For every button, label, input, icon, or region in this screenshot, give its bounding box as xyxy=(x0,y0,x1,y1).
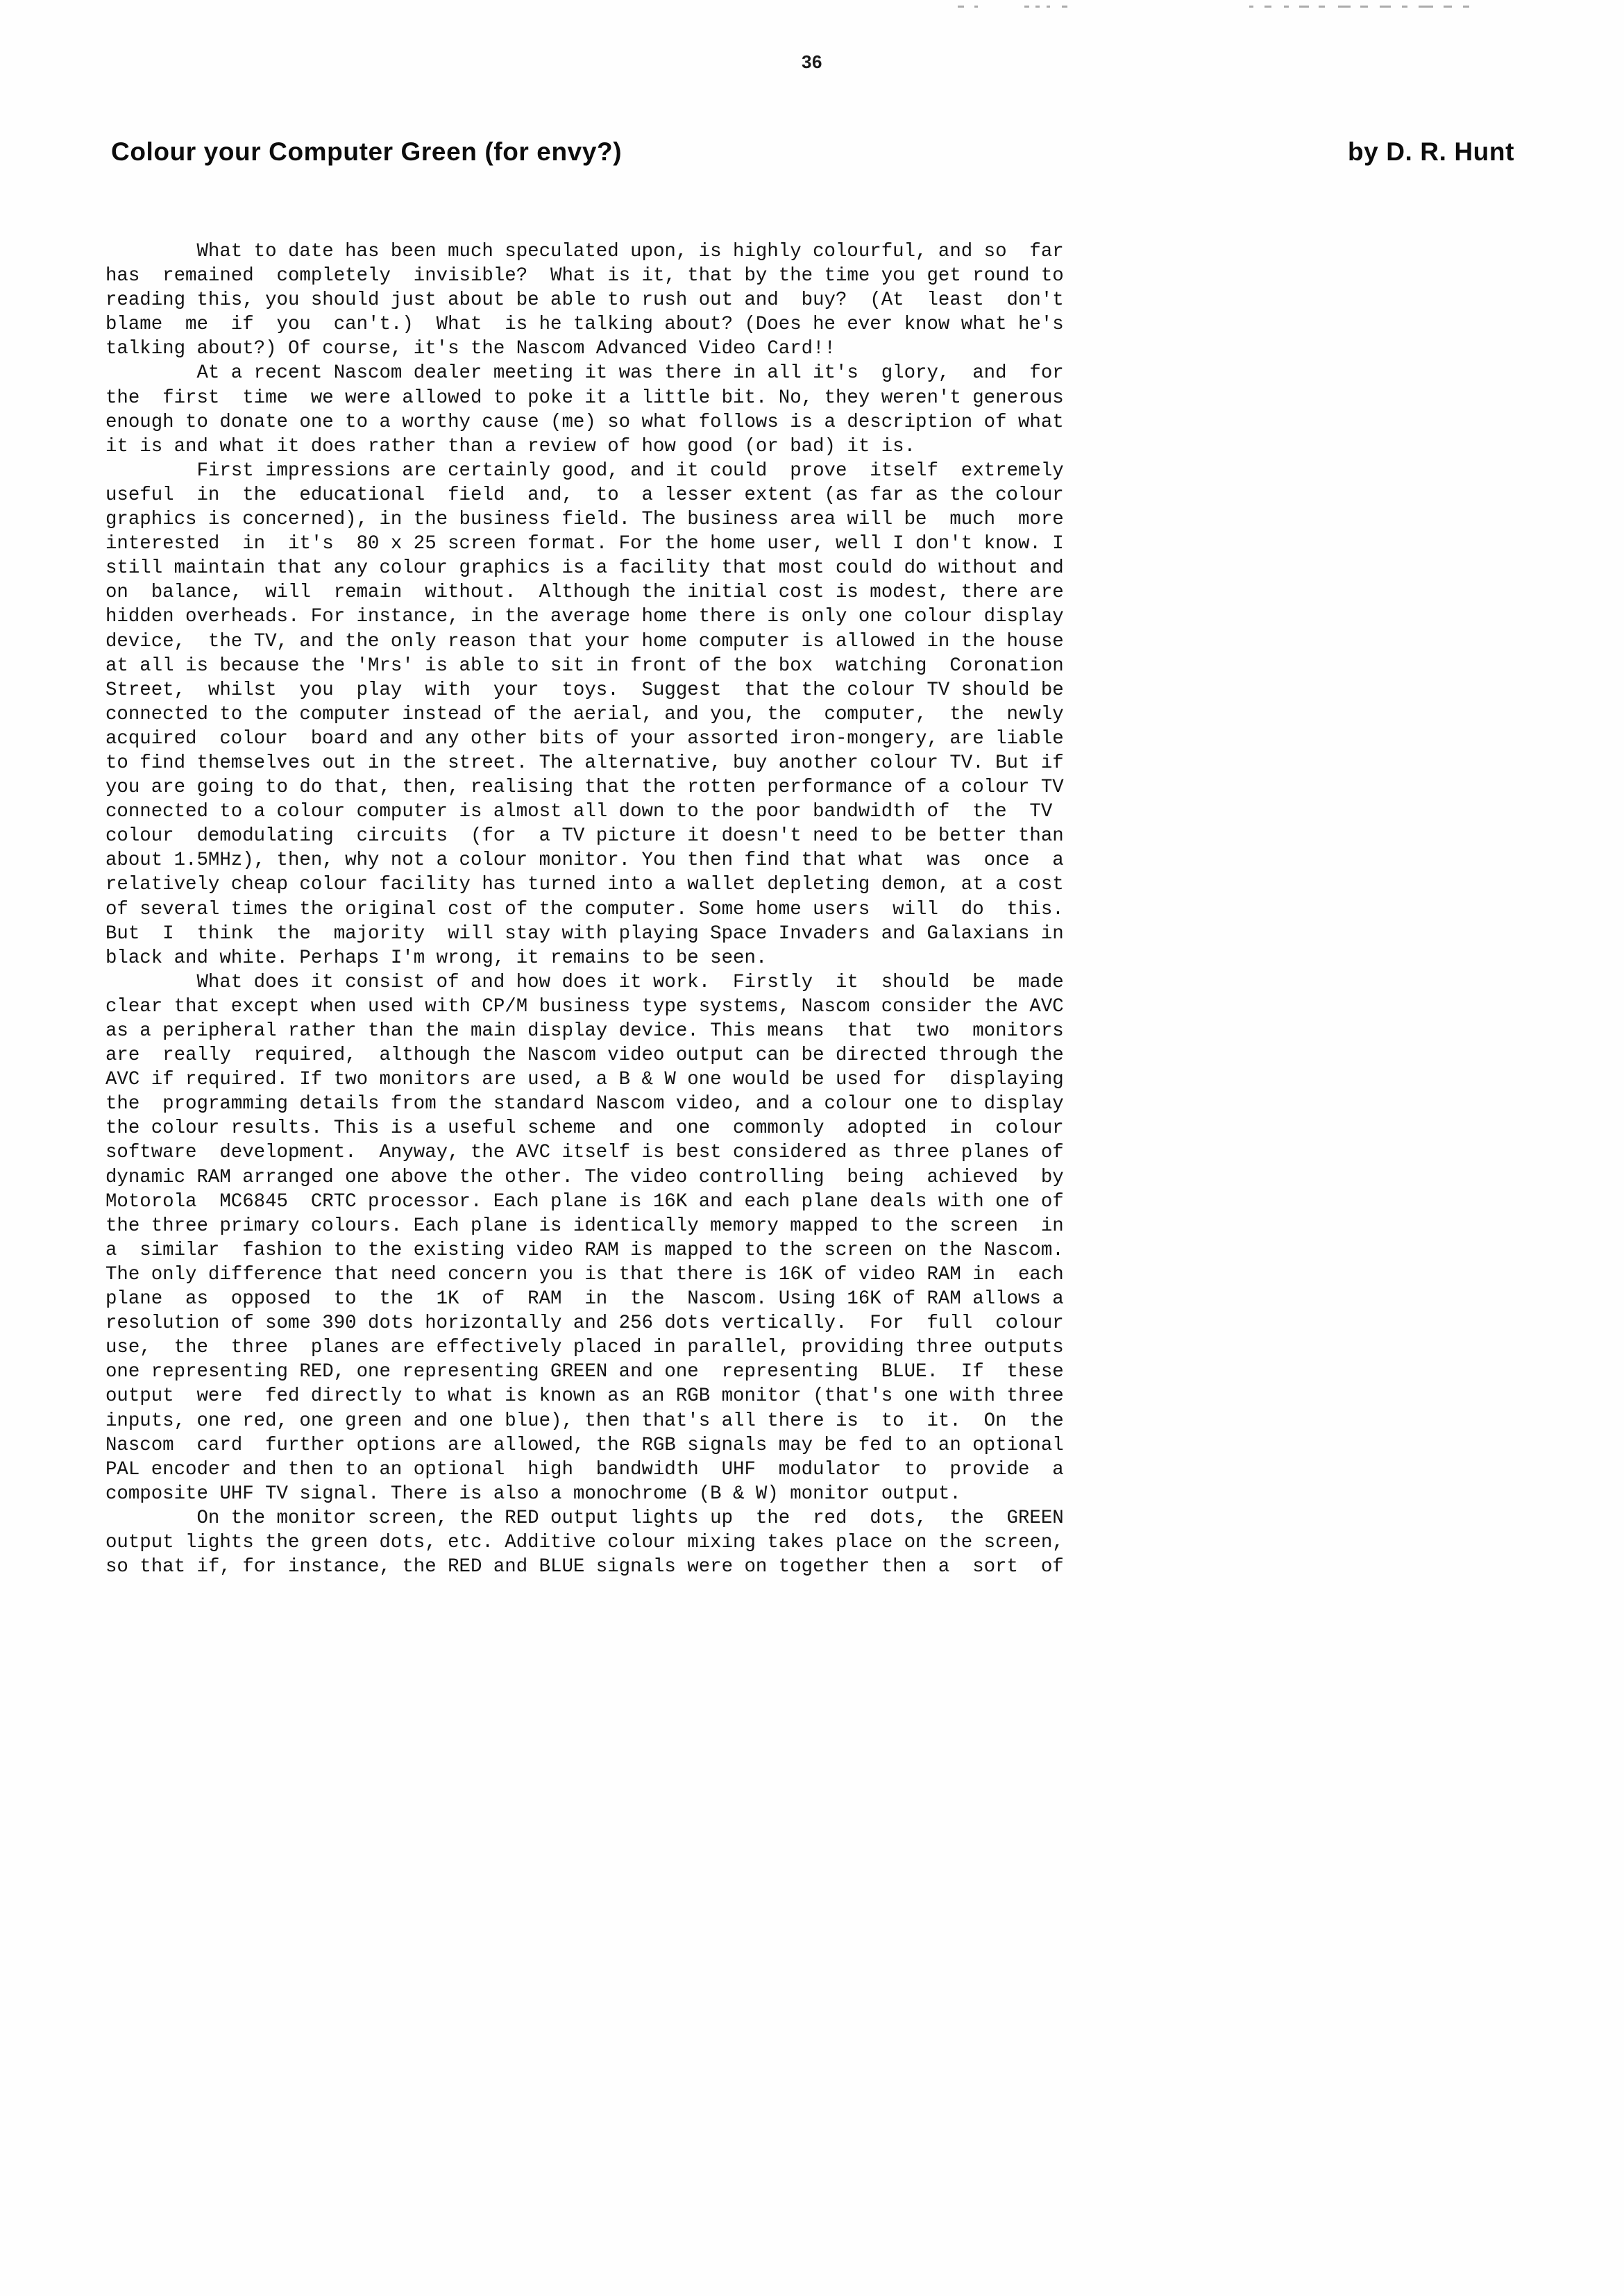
scan-speckle xyxy=(1463,6,1469,8)
scan-speckle xyxy=(1299,6,1309,8)
body-line: output were fed directly to what is known as an RGB monitor (that's one with three xyxy=(105,1385,1064,1408)
body-line: reading this, you should just about be able to rush out and buy? (At least don't xyxy=(105,289,1064,312)
body-line: colour demodulating circuits (for a TV picture it doesn't need to be better than xyxy=(105,825,1064,847)
body-line: talking about?) Of course, it's the Nascom Advanced Video Card!! xyxy=(105,338,836,360)
scan-speckle xyxy=(974,6,978,8)
body-line: plane as opposed to the 1K of RAM in the Nascom. Using 16K of RAM allows a xyxy=(105,1288,1064,1310)
body-line: First impressions are certainly good, and it could prove itself extremely xyxy=(105,459,1064,482)
body-line: software development. Anyway, the AVC itself is best considered as three planes of xyxy=(105,1142,1064,1164)
body-line: connected to the computer instead of the aerial, and you, the computer, the newly xyxy=(105,703,1064,725)
body-line: hidden overheads. For instance, in the average home there is only one colour display xyxy=(105,606,1064,628)
scan-speckle xyxy=(958,6,964,8)
body-line: inputs, one red, one green and one blue), then that's all there is to it. On the xyxy=(105,1410,1064,1432)
body-line: At a recent Nascom dealer meeting it was there in all it's glory, and for xyxy=(105,362,1064,385)
body-line: AVC if required. If two monitors are used, a B & W one would be used for displaying xyxy=(105,1069,1064,1091)
body-line: Motorola MC6845 CRTC processor. Each plane is 16K and each plane deals with one of xyxy=(105,1190,1064,1213)
body-line: output lights the green dots, etc. Additive colour mixing takes place on the screen, xyxy=(105,1531,1064,1553)
body-line: a similar fashion to the existing video RAM is mapped to the screen on the Nascom. xyxy=(105,1239,1064,1261)
body-line: acquired colour board and any other bits of your assorted iron-mongery, are liable xyxy=(105,727,1064,750)
body-line: the programming details from the standard Nascom video, and a colour one to display xyxy=(105,1093,1064,1115)
body-line: clear that except when used with CP/M business type systems, Nascom consider the AVC xyxy=(105,995,1064,1018)
body-line: Street, whilst you play with your toys. Suggest that the colour TV should be xyxy=(105,679,1064,701)
body-line: connected to a colour computer is almost all down to the poor bandwidth of the TV xyxy=(105,801,1053,823)
body-line: What to date has been much speculated upon, is highly colourful, and so far xyxy=(105,241,1064,262)
scan-speckle xyxy=(1319,6,1325,8)
body-line: But I think the majority will stay with playing Space Invaders and Galaxians in xyxy=(105,922,1064,945)
body-line: at all is because the 'Mrs' is able to sit in front of the box watching Coronation xyxy=(105,655,1064,677)
scan-speckle xyxy=(1249,6,1253,8)
body-line: enough to donate one to a worthy cause (me) so what follows is a description of what xyxy=(105,411,1064,433)
scan-speckle xyxy=(1360,6,1368,8)
body-line: composite UHF TV signal. There is also a monochrome (B & W) monitor output. xyxy=(105,1483,961,1505)
body-line: useful in the educational field and, to a lesser extent (as far as the colour xyxy=(105,484,1064,506)
body-line: The only difference that need concern you is that there is 16K of video RAM in each xyxy=(105,1263,1064,1285)
body-line: resolution of some 390 dots horizontally and 256 dots vertically. For full colour xyxy=(105,1312,1064,1335)
scan-speckle xyxy=(1062,6,1067,8)
body-line: so that if, for instance, the RED and BLUE signals were on together then a sort of xyxy=(105,1556,1064,1578)
body-line: black and white. Perhaps I'm wrong, it remains to be seen. xyxy=(105,947,768,969)
scan-speckle xyxy=(1284,6,1289,8)
article-body xyxy=(105,239,1542,1579)
body-line: device, the TV, and the only reason that your home computer is allowed in the house xyxy=(105,630,1064,652)
body-line: as a peripheral rather than the main display device. This means that two monitors xyxy=(105,1020,1064,1042)
scan-speckle xyxy=(1264,6,1271,8)
body-line: PAL encoder and then to an optional high bandwidth UHF modulator to provide a xyxy=(105,1458,1064,1480)
body-line: on balance, will remain without. Although the initial cost is modest, there are xyxy=(105,582,1064,604)
body-line: the colour results. This is a useful scheme and one commonly adopted in colour xyxy=(105,1117,1064,1140)
body-line: Nascom card further options are allowed, the RGB signals may be fed to an optional xyxy=(105,1434,1064,1456)
body-line: interested in it's 80 x 25 screen format. For the home user, well I don't know. I xyxy=(105,533,1064,555)
scan-artifact-marks xyxy=(958,3,1499,12)
scan-speckle xyxy=(1047,6,1050,8)
scan-speckle xyxy=(1444,6,1452,8)
article-header xyxy=(111,137,1514,167)
article-byline: by D. R. Hunt xyxy=(1347,137,1514,166)
body-line: the three primary colours. Each plane is identically memory mapped to the screen in xyxy=(105,1215,1064,1237)
scan-speckle xyxy=(1380,6,1391,8)
scan-speckle xyxy=(1035,6,1040,8)
body-line: blame me if you can't.) What is he talking about? (Does he ever know what he's xyxy=(105,314,1064,336)
article-title: Colour your Computer Green (for envy?) xyxy=(111,137,623,166)
body-line: dynamic RAM arranged one above the other. The video controlling being achieved by xyxy=(105,1166,1064,1188)
body-line: still maintain that any colour graphics is a facility that most could do without and xyxy=(105,557,1064,580)
body-line: one representing RED, one representing GREEN and one representing BLUE. If these xyxy=(105,1361,1064,1383)
body-line: What does it consist of and how does it work. Firstly it should be made xyxy=(105,971,1064,993)
body-line: the first time we were allowed to poke it a little bit. No, they weren't generous xyxy=(105,387,1064,409)
page-number: 36 xyxy=(802,51,822,72)
scan-speckle xyxy=(1419,6,1433,8)
body-line: to find themselves out in the street. The alternative, buy another colour TV. But if xyxy=(105,752,1064,774)
body-line: are really required, although the Nascom video output can be directed through the xyxy=(105,1045,1064,1067)
body-line: you are going to do that, then, realising that the rotten performance of a colour TV xyxy=(105,777,1064,799)
body-line: graphics is concerned), in the business field. The business area will be much more xyxy=(105,509,1064,531)
body-line: has remained completely invisible? What is it, that by the time you get round to xyxy=(105,265,1064,287)
body-line: of several times the original cost of the computer. Some home users will do this. xyxy=(105,898,1064,920)
scan-speckle xyxy=(1338,6,1351,8)
body-line: use, the three planes are effectively placed in parallel, providing three outputs xyxy=(105,1337,1064,1359)
body-line: On the monitor screen, the RED output lights up the red dots, the GREEN xyxy=(105,1507,1064,1529)
scan-speckle xyxy=(1402,6,1407,8)
body-line: relatively cheap colour facility has turned into a wallet depleting demon, at a cost xyxy=(105,874,1064,896)
scan-speckle xyxy=(1024,6,1029,8)
body-line: about 1.5MHz), then, why not a colour monitor. You then find that what was once a xyxy=(105,850,1064,872)
body-line: it is and what it does rather than a review of how good (or bad) it is. xyxy=(105,435,916,457)
